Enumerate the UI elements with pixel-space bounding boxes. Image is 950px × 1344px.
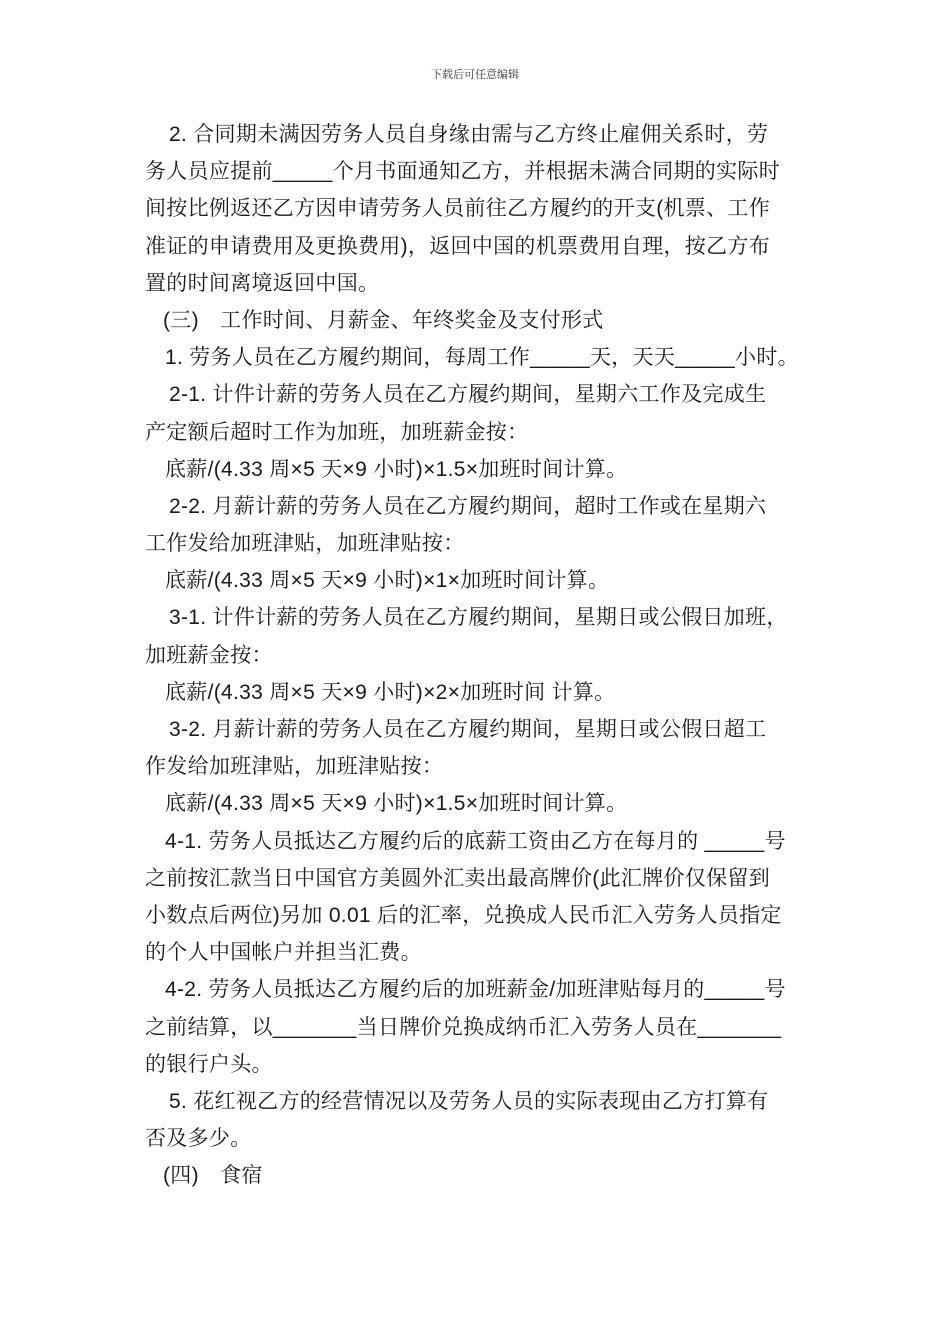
- page-header: 下载后可任意编辑: [431, 68, 519, 81]
- text-line: 4-1. 劳务人员抵达乙方履约后的底薪工资由乙方在每月的 _____号: [165, 829, 786, 853]
- text-line: 1. 劳务人员在乙方履约期间，每周工作_____天，天天_____小时。: [165, 346, 799, 370]
- text-line: 置的时间离境返回中国。: [145, 271, 380, 295]
- text-line: 务人员应提前_____个月书面通知乙方，并根据未满合同期的实际时: [145, 160, 780, 184]
- text-line: (四) 食宿: [163, 1164, 263, 1188]
- text-line: 底薪/(4.33 周×5 天×9 小时)×1×加班时间计算。: [165, 569, 610, 593]
- text-line: 4-2. 劳务人员抵达乙方履约后的加班薪金/加班津贴每月的_____号: [165, 978, 786, 1002]
- text-line: 3-1. 计件计薪的劳务人员在乙方履约期间，星期日或公假日加班，: [169, 606, 788, 630]
- text-line: 2. 合同期未满因劳务人员自身缘由需与乙方终止雇佣关系时，劳: [169, 123, 769, 146]
- text-line: 的银行户头。: [145, 1052, 273, 1076]
- text-line: 底薪/(4.33 周×5 天×9 小时)×2×加班时间 计算。: [165, 680, 616, 704]
- text-line: 底薪/(4.33 周×5 天×9 小时)×1.5×加班时间计算。: [165, 792, 628, 816]
- text-line: 否及多少。: [145, 1127, 252, 1151]
- text-line: 小数点后两位)另加 0.01 后的汇率，兑换成人民币汇入劳务人员指定: [145, 903, 782, 927]
- text-line: 3-2. 月薪计薪的劳务人员在乙方履约期间，星期日或公假日超工: [169, 718, 767, 741]
- text-line: 底薪/(4.33 周×5 天×9 小时)×1.5×加班时间计算。: [165, 457, 628, 481]
- text-line: 的个人中国帐户并担当汇费。: [145, 941, 422, 965]
- text-line: 5. 花红视乙方的经营情况以及劳务人员的实际表现由乙方打算有: [169, 1089, 769, 1113]
- text-line: 2-1. 计件计薪的劳务人员在乙方履约期间，星期六工作及完成生: [169, 383, 767, 407]
- text-line: 产定额后超时工作为加班，加班薪金按：: [145, 420, 529, 444]
- text-line: 准证的申请费用及更换费用)，返回中国的机票费用自理，按乙方布: [145, 234, 770, 258]
- text-line: 工作发给加班津贴，加班津贴按：: [145, 532, 465, 556]
- text-line: 之前结算，以_______当日牌价兑换成纳币汇入劳务人员在_______: [145, 1015, 782, 1039]
- document-body: [145, 116, 825, 1194]
- text-line: 作发给加班津贴，加班津贴按：: [145, 755, 444, 779]
- text-line: 加班薪金按：: [145, 643, 273, 667]
- text-line: 间按比例返还乙方因申请劳务人员前往乙方履约的开支(机票、工作: [145, 197, 770, 221]
- text-line: (三) 工作时间、月薪金、年终奖金及支付形式: [163, 308, 604, 332]
- text-line: 2-2. 月薪计薪的劳务人员在乙方履约期间，超时工作或在星期六: [169, 494, 767, 518]
- text-line: 之前按汇款当日中国官方美圆外汇卖出最高牌价(此汇牌价仅保留到: [145, 866, 770, 890]
